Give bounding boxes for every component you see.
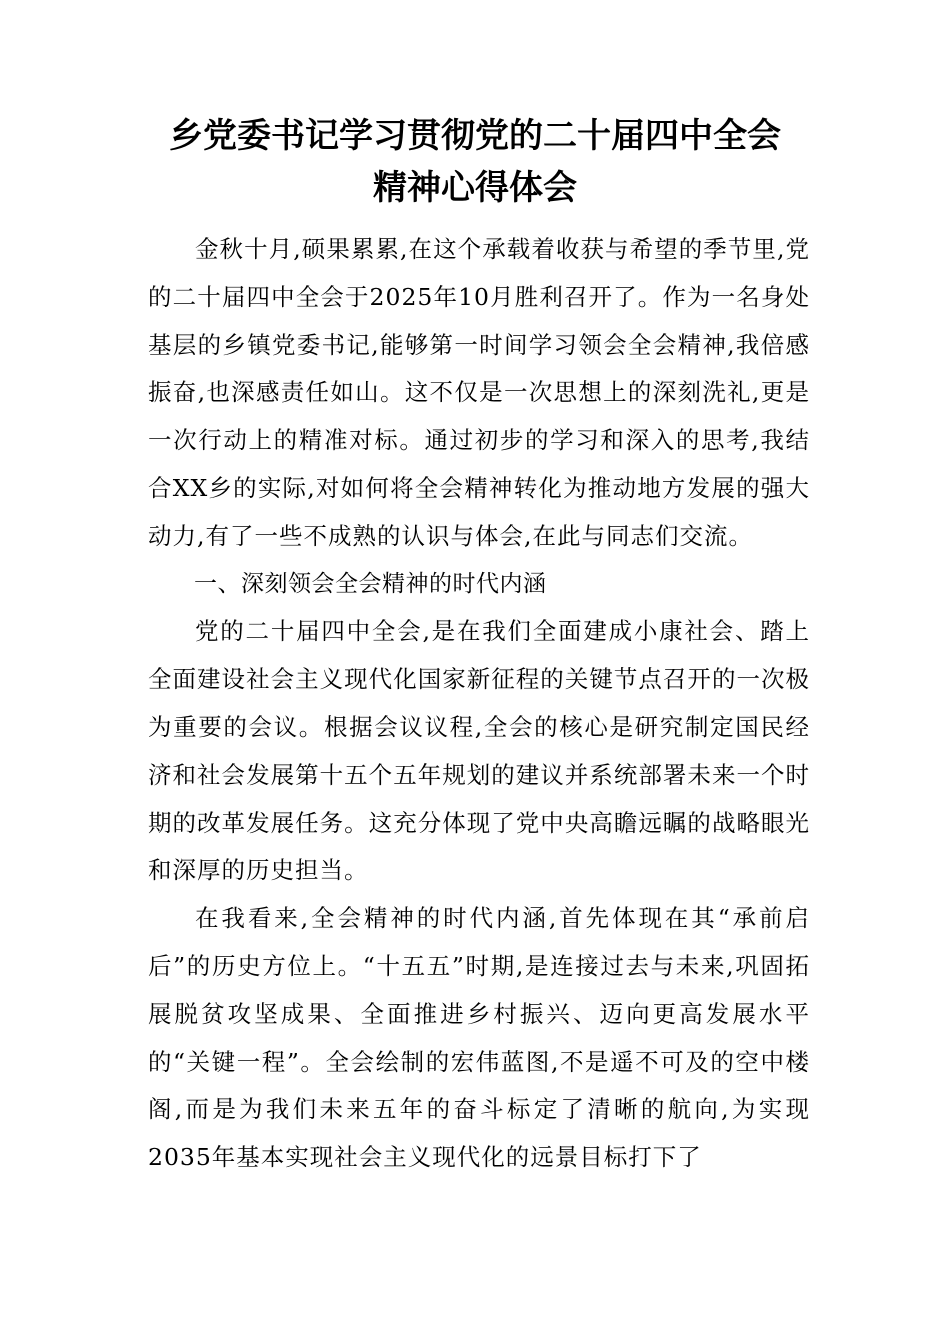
- title-line-1: 乡党委书记学习贯彻党的二十届四中全会: [169, 116, 781, 156]
- section-heading-1: 一、深刻领会全会精神的时代内涵: [194, 570, 547, 597]
- document-title: [100, 110, 850, 214]
- title-line-2: 精神心得体会: [373, 168, 577, 208]
- paragraph-section1-a: 党的二十届四中全会,是在我们全面建成小康社会、踏上全面建设社会主义现代化国家新征程的关键节点召开的一次极为重要的会议。根据会议议程,全会的核心是研究制定国民经济和社会发展第十五个五年规划的建议并系统部署未来一个时期的改革发展任务。这充分体现了党中央高瞻远瞩的战略眼光和深厚的历史担当。: [148, 617, 810, 885]
- document-body: [148, 226, 810, 1182]
- paragraph-section1-b: 在我看来,全会精神的时代内涵,首先体现在其“承前启后”的历史方位上。“十五五”时期,是连接过去与未来,巩固拓展脱贫攻坚成果、全面推进乡村振兴、迈向更高发展水平的“关键一程”。全会绘制的宏伟蓝图,不是遥不可及的空中楼阁,而是为我们未来五年的奋斗标定了清晰的航向,为实现2035年基本实现社会主义现代化的远景目标打下了: [148, 904, 810, 1172]
- paragraph-intro: 金秋十月,硕果累累,在这个承载着收获与希望的季节里,党的二十届四中全会于2025年10月胜利召开了。作为一名身处基层的乡镇党委书记,能够第一时间学习领会全会精神,我倍感振奋,也深感责任如山。这不仅是一次思想上的深刻洗礼,更是一次行动上的精准对标。通过初步的学习和深入的思考,我结合XX乡的实际,对如何将全会精神转化为推动地方发展的强大动力,有了一些不成熟的认识与体会,在此与同志们交流。: [148, 235, 810, 550]
